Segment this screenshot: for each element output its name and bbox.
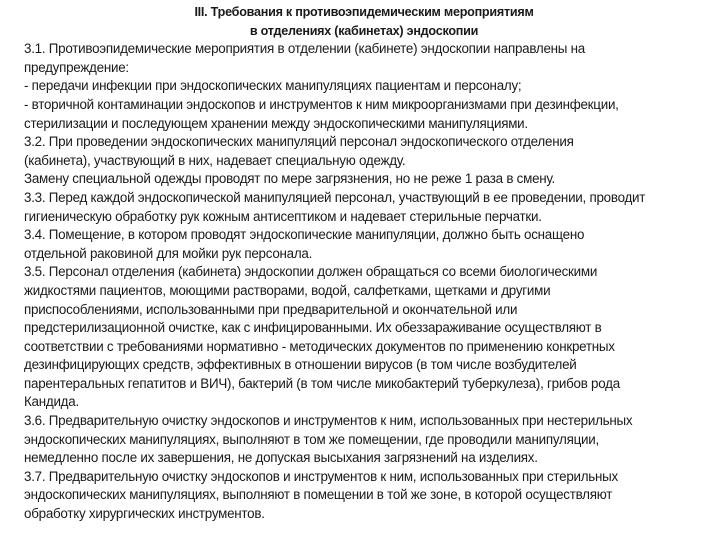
- body-line: гигиеническую обработку рук кожным антисептиком и надевает стерильные перчатки.: [24, 208, 542, 224]
- body-line: - передачи инфекции при эндоскопических манипуляциях пациентам и персоналу;: [24, 78, 522, 94]
- body-line: Замену специальной одежды проводят по мере загрязнения, но не реже 1 раза в смену.: [24, 171, 555, 187]
- body-line: парентеральных гепатитов и ВИЧ), бактерий (в том числе микобактерий туберкулеза), грибов рода: [24, 375, 620, 391]
- body-line: дезинфицирующих средств, эффективных в отношении вирусов (в том числе возбудителей: [24, 357, 577, 373]
- body-line: 3.2. При проведении эндоскопических манипуляций персонал эндоскопического отделения: [24, 134, 574, 150]
- body-line: эндоскопических манипуляциях, выполняют в помещении в той же зоне, в которой осуществляют: [24, 487, 613, 503]
- document-page: [24, 3, 714, 524]
- body-line: 3.5. Персонал отделения (кабинета) эндоскопии должен обращаться со всеми биологическими: [24, 264, 598, 280]
- body-line: 3.4. Помещение, в котором проводят эндоскопические манипуляции, должно быть оснащено: [24, 227, 585, 243]
- title-line-1: III. Требования к противоэпидемическим мероприятиям: [194, 5, 534, 19]
- body-line: отдельной раковиной для мойки рук персонала.: [24, 245, 313, 261]
- body-line: предупреждение:: [24, 59, 129, 75]
- body-line: стерилизации и последующем хранении между эндоскопическими манипуляциями.: [24, 115, 528, 131]
- body-line: 3.1. Противоэпидемические мероприятия в отделении (кабинете) эндоскопии направлены на: [24, 41, 585, 57]
- body-line: приспособлениями, использованными при предварительной и окончательной или: [24, 301, 518, 317]
- section-title: [24, 3, 704, 40]
- body-line: 3.3. Перед каждой эндоскопической манипуляцией персонал, участвующий в ее проведении, проводит: [24, 189, 646, 205]
- body-line: соответствии с требованиями нормативно - методических документов по применению конкретных: [24, 338, 615, 354]
- body-line: (кабинета), участвующий в них, надевает специальную одежду.: [24, 152, 406, 168]
- body-line: обработку хирургических инструментов.: [24, 506, 265, 522]
- body-line: 3.7. Предварительную очистку эндоскопов и инструментов к ним, использованных при стерильных: [24, 468, 619, 484]
- body-line: немедленно после их завершения, не допуская высыхания загрязнений на изделиях.: [24, 450, 538, 466]
- title-line-2: в отделениях (кабинетах) эндоскопии: [249, 23, 479, 38]
- body-line: жидкостями пациентов, моющими растворами, водой, салфетками, щетками и другими: [24, 282, 551, 298]
- body-line: Кандида.: [24, 394, 79, 410]
- body-line: - вторичной контаминации эндоскопов и инструментов к ним микроорганизмами при дезинфекции,: [24, 96, 619, 112]
- body-line: предстерилизационной очистке, как с инфицированными. Их обеззараживание осуществляют в: [24, 320, 602, 336]
- document-body: [24, 40, 714, 523]
- body-line: эндоскопических манипуляциях, выполняют в том же помещении, где проводили манипуляции,: [24, 431, 599, 447]
- body-line: 3.6. Предварительную очистку эндоскопов и инструментов к ним, использованных при нестерильных: [24, 413, 633, 429]
